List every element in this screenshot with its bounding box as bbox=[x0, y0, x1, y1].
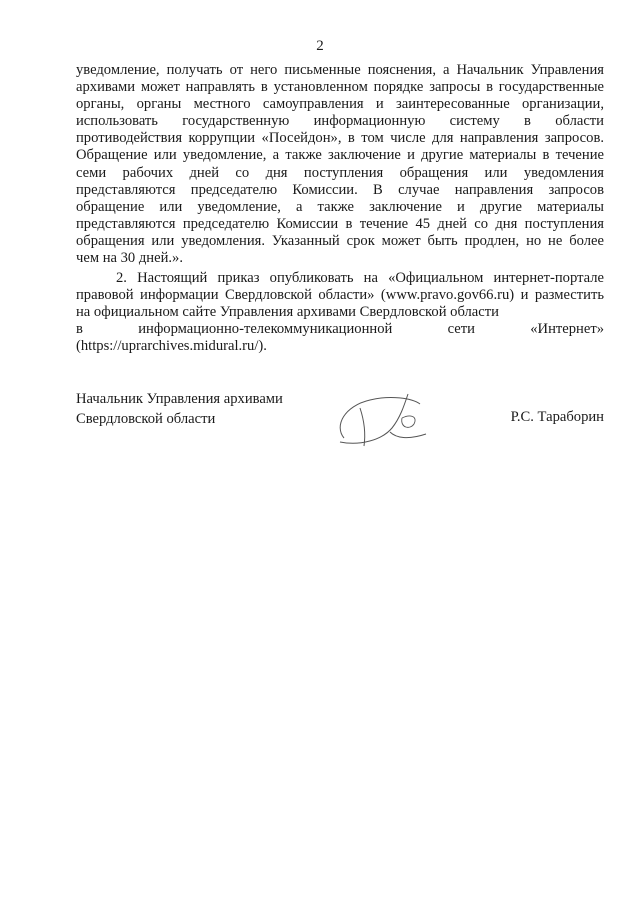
paragraph-line: органы, органы местного самоуправления и заинтересованные организации, bbox=[76, 96, 604, 113]
paragraph-line: чем на 30 дней.». bbox=[76, 250, 183, 267]
paragraph-line: представляются председателю Комиссии. В случае направления запросов bbox=[76, 181, 604, 198]
handwritten-signature bbox=[330, 388, 440, 454]
paragraph-line: (https://uprarchives.midural.ru/). bbox=[76, 338, 267, 355]
page-number: 2 bbox=[316, 38, 324, 54]
paragraph-line: обращения или уведомления. Указанный срок может быть продлен, но не более bbox=[76, 232, 604, 249]
signatory-position-line: Начальник Управления архивами bbox=[76, 391, 283, 407]
paragraph-line: 2. Настоящий приказ опубликовать на «Официальном интернет-портале bbox=[116, 270, 604, 286]
paragraph-publication bbox=[76, 270, 604, 355]
paragraph-continuation bbox=[76, 62, 604, 267]
paragraph-line: в информационно-телекоммуникационной сети «Интернет» bbox=[76, 321, 604, 338]
paragraph-line: правовой информации Свердловской области» (www.pravo.gov66.ru) и разместить bbox=[76, 287, 604, 304]
paragraph-line: на официальном сайте Управления архивами Свердловской области bbox=[76, 304, 499, 321]
paragraph-line: противодействия коррупции «Посейдон», в том числе для направления запросов. bbox=[76, 130, 604, 147]
paragraph-line: архивами может направлять в установленном порядке запросы в государственные bbox=[76, 79, 604, 96]
signatory-position-line: Свердловской области bbox=[76, 411, 216, 427]
paragraph-line: уведомление, получать от него письменные пояснения, а Начальник Управления bbox=[76, 62, 604, 78]
signatory-position bbox=[76, 389, 283, 429]
paragraph-line: обращение или уведомление, а также заключение и другие материалы bbox=[76, 198, 604, 215]
paragraph-line: Обращение или уведомление, а также заключение и другие материалы в течение bbox=[76, 147, 604, 164]
paragraph-line: использовать государственную информационную систему в области bbox=[76, 113, 604, 130]
paragraph-line: представляются председателю Комиссии в течение 45 дней со дня поступления bbox=[76, 215, 604, 232]
signatory-name: Р.С. Тараборин bbox=[510, 409, 604, 425]
paragraph-line: семи рабочих дней со дня поступления обращения или уведомления bbox=[76, 164, 604, 181]
